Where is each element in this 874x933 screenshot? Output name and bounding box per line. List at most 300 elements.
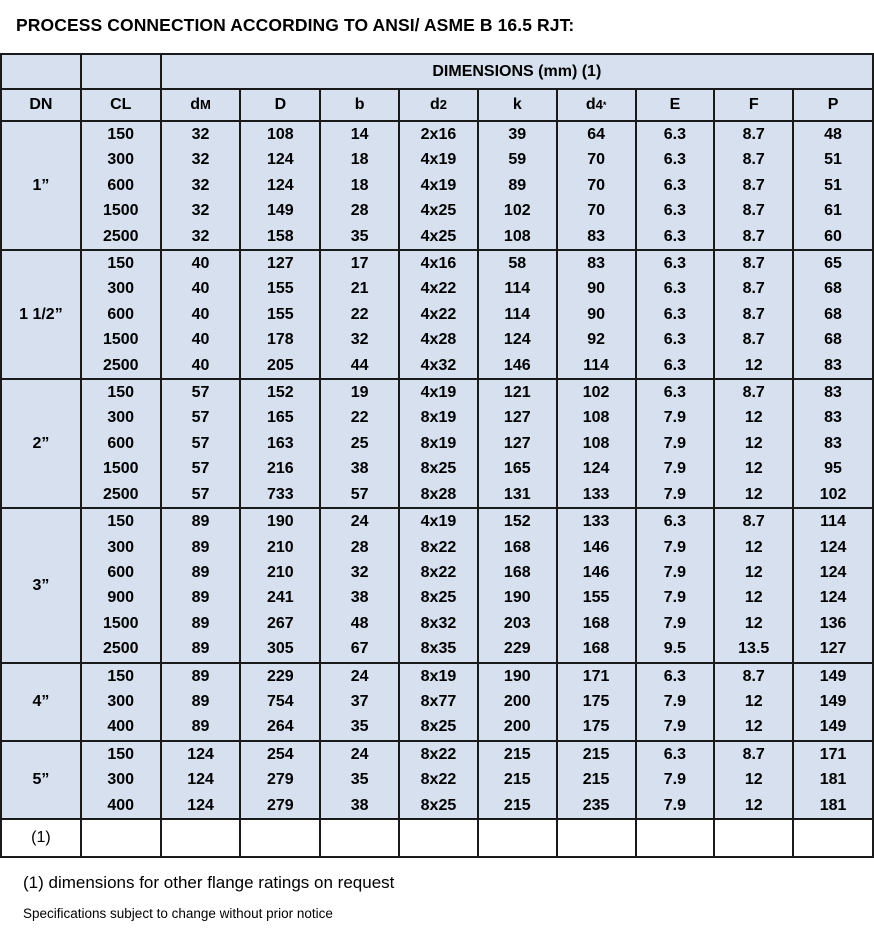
d4-column-cell	[557, 379, 636, 508]
cl-value: 2500	[102, 227, 139, 245]
d2-value: 4x16	[420, 255, 457, 273]
dn-cell: 5”	[1, 741, 81, 819]
D-value: 127	[267, 255, 294, 273]
footnote-cell	[714, 819, 793, 857]
F-value: 12	[744, 538, 763, 556]
F-value: 12	[744, 771, 763, 789]
d4-value: 114	[583, 356, 609, 374]
d4-column-cell	[557, 663, 636, 741]
D-column-cell	[240, 379, 320, 508]
E-value: 7.9	[663, 563, 687, 581]
table-row-group	[1, 379, 873, 508]
cl-value: 600	[107, 176, 135, 194]
dm-value: 57	[191, 460, 210, 478]
P-value: 124	[819, 563, 847, 581]
D-value: 155	[267, 305, 294, 323]
dm-value: 89	[191, 667, 210, 685]
cl-column-cell	[81, 379, 161, 508]
D-value: 264	[267, 718, 294, 736]
F-value: 12	[744, 692, 763, 710]
F-value: 12	[744, 356, 763, 374]
d4-column-cell	[557, 250, 636, 379]
F-value: 8.7	[742, 513, 765, 531]
b-value: 28	[350, 538, 369, 556]
footnote-cell	[793, 819, 873, 857]
P-value: 83	[824, 384, 842, 402]
P-value: 149	[819, 718, 847, 736]
F-value: 8.7	[742, 745, 765, 763]
k-column-cell	[478, 508, 557, 662]
P-column-cell	[793, 250, 873, 379]
P-value: 61	[824, 202, 842, 220]
k-value: 215	[503, 745, 531, 763]
F-value: 12	[744, 563, 763, 581]
E-value: 7.9	[663, 409, 687, 427]
P-column-cell	[793, 663, 873, 741]
d4-value: 124	[582, 460, 610, 478]
k-value: 203	[503, 614, 531, 632]
dm-value: 89	[191, 640, 210, 658]
D-column-cell	[240, 741, 320, 819]
cl-value: 300	[107, 280, 135, 298]
D-value: 733	[267, 485, 294, 503]
k-value: 229	[503, 640, 531, 658]
cl-value: 600	[107, 563, 135, 581]
b-column-cell	[320, 250, 399, 379]
header-E: E	[636, 89, 715, 121]
cl-value: 300	[107, 409, 135, 427]
P-value: 68	[824, 305, 842, 323]
F-value: 8.7	[742, 280, 765, 298]
d4-value: 168	[582, 640, 610, 658]
D-value: 279	[267, 796, 294, 814]
P-value: 83	[824, 409, 842, 427]
cl-value: 900	[107, 589, 135, 607]
dm-column-cell	[161, 121, 241, 250]
cl-value: 1500	[102, 614, 139, 632]
P-column-cell	[793, 121, 873, 250]
F-value: 8.7	[742, 667, 765, 685]
E-value: 6.3	[663, 227, 687, 245]
dn-cell: 4”	[1, 663, 81, 741]
dm-value: 40	[191, 331, 210, 349]
dm-value: 89	[191, 563, 210, 581]
b-value: 24	[350, 513, 369, 531]
E-value: 6.3	[663, 280, 687, 298]
d2-value: 4x25	[420, 227, 457, 245]
b-column-cell	[320, 121, 399, 250]
P-value: 48	[824, 126, 842, 143]
dm-value: 89	[191, 614, 210, 632]
D-value: 754	[267, 692, 294, 710]
d4-value: 102	[582, 384, 610, 402]
cl-value: 150	[107, 255, 135, 273]
header-blank-dn	[1, 54, 81, 89]
dm-value: 32	[191, 126, 210, 143]
F-value: 12	[744, 589, 763, 607]
d2-column-cell	[399, 508, 478, 662]
d2-value: 8x22	[420, 771, 457, 789]
D-value: 254	[267, 745, 294, 763]
D-value: 158	[267, 227, 294, 245]
D-value: 165	[267, 409, 294, 427]
d4-value: 215	[582, 771, 610, 789]
footnote-cell	[478, 819, 557, 857]
b-column-cell	[320, 741, 399, 819]
P-column-cell	[793, 508, 873, 662]
header-d4: d4*	[557, 89, 636, 121]
d2-value: 8x19	[420, 409, 457, 427]
d2-value: 4x28	[420, 331, 457, 349]
D-value: 178	[267, 331, 294, 349]
table-row-group	[1, 508, 873, 662]
E-value: 7.9	[663, 718, 687, 736]
E-value: 7.9	[663, 771, 687, 789]
dm-value: 32	[191, 202, 210, 220]
b-value: 44	[350, 356, 369, 374]
F-value: 12	[744, 460, 763, 478]
dn-cell: 3”	[1, 508, 81, 662]
b-value: 18	[350, 151, 369, 169]
d4-value: 175	[582, 718, 610, 736]
d4-value: 108	[582, 409, 610, 427]
F-value: 8.7	[742, 331, 765, 349]
k-column-cell	[478, 379, 557, 508]
P-value: 127	[819, 640, 847, 658]
k-value: 215	[503, 771, 531, 789]
b-value: 67	[350, 640, 369, 658]
dm-value: 57	[191, 409, 210, 427]
d2-value: 8x22	[420, 745, 457, 763]
page-title: PROCESS CONNECTION ACCORDING TO ANSI/ ASME B 16.5 RJT:	[16, 15, 575, 35]
D-value: 124	[267, 151, 294, 169]
D-value: 229	[267, 667, 294, 685]
dm-column-cell	[161, 250, 241, 379]
dm-value: 124	[187, 745, 214, 763]
table-row-group	[1, 121, 873, 250]
d4-value: 235	[582, 796, 610, 814]
P-value: 181	[819, 796, 847, 814]
d2-column-cell	[399, 663, 478, 741]
cl-column-cell	[81, 741, 161, 819]
P-value: 51	[824, 151, 842, 169]
k-value: 121	[503, 384, 531, 402]
cl-value: 150	[107, 745, 135, 763]
header-k: k	[478, 89, 557, 121]
d2-value: 8x25	[420, 460, 457, 478]
P-value: 68	[824, 280, 842, 298]
D-value: 267	[267, 614, 294, 632]
footnote-row-label: (1)	[1, 819, 81, 857]
d2-value: 8x25	[420, 718, 457, 736]
b-value: 21	[350, 280, 369, 298]
d2-value: 4x19	[420, 176, 457, 194]
P-value: 114	[820, 513, 846, 531]
dn-cell: 2”	[1, 379, 81, 508]
d4-value: 70	[587, 202, 605, 220]
k-value: 124	[503, 331, 531, 349]
dm-value: 57	[191, 384, 210, 402]
k-column-cell	[478, 250, 557, 379]
k-value: 58	[508, 255, 527, 273]
d4-value: 92	[587, 331, 605, 349]
D-value: 152	[267, 384, 294, 402]
F-column-cell	[714, 250, 793, 379]
cl-value: 1500	[102, 460, 139, 478]
d2-value: 4x32	[420, 356, 457, 374]
k-value: 114	[504, 280, 531, 298]
d4-value: 155	[582, 589, 610, 607]
table-row-group	[1, 663, 873, 741]
cl-value: 300	[107, 692, 135, 710]
d4-value: 171	[582, 667, 610, 685]
cl-value: 1500	[102, 331, 139, 349]
E-value: 6.3	[663, 745, 687, 763]
header-b: b	[320, 89, 399, 121]
cl-value: 300	[107, 538, 135, 556]
F-value: 8.7	[742, 151, 765, 169]
dimensions-table	[0, 53, 874, 858]
footnote-cell	[81, 819, 161, 857]
F-value: 8.7	[742, 384, 765, 402]
P-column-cell	[793, 379, 873, 508]
k-value: 168	[503, 563, 531, 581]
d2-value: 8x19	[420, 667, 457, 685]
footnote-cell	[557, 819, 636, 857]
E-value: 9.5	[663, 640, 687, 658]
F-value: 8.7	[742, 126, 765, 143]
cl-value: 150	[107, 513, 135, 531]
d2-value: 8x28	[420, 485, 457, 503]
cl-value: 150	[107, 126, 135, 143]
D-value: 205	[267, 356, 294, 374]
E-value: 6.3	[663, 384, 687, 402]
d4-value: 83	[587, 255, 605, 273]
b-value: 35	[350, 227, 369, 245]
E-column-cell	[636, 663, 715, 741]
d4-column-cell	[557, 508, 636, 662]
P-value: 83	[824, 356, 842, 374]
b-value: 22	[350, 305, 369, 323]
E-column-cell	[636, 379, 715, 508]
dm-value: 89	[191, 538, 210, 556]
d4-value: 133	[582, 513, 610, 531]
dm-column-cell	[161, 663, 241, 741]
cl-column-cell	[81, 508, 161, 662]
dn-cell: 1”	[1, 121, 81, 250]
dm-column-cell	[161, 741, 241, 819]
E-value: 7.9	[663, 460, 687, 478]
d4-value: 83	[587, 227, 605, 245]
k-column-cell	[478, 121, 557, 250]
d2-value: 8x35	[420, 640, 457, 658]
table-row-group	[1, 741, 873, 819]
footnote-cell	[399, 819, 478, 857]
F-value: 13.5	[738, 640, 770, 658]
F-value: 12	[744, 614, 763, 632]
header-dn: DN	[1, 89, 81, 121]
k-value: 127	[503, 434, 531, 452]
b-value: 28	[350, 202, 369, 220]
D-value: 124	[267, 176, 294, 194]
d4-column-cell	[557, 741, 636, 819]
k-value: 114	[504, 305, 531, 323]
cl-value: 300	[107, 151, 135, 169]
F-column-cell	[714, 663, 793, 741]
E-value: 7.9	[663, 589, 687, 607]
b-value: 24	[350, 745, 369, 763]
d4-value: 133	[582, 485, 610, 503]
dm-value: 57	[191, 485, 210, 503]
d2-value: 4x22	[420, 280, 457, 298]
footnote: (1) dimensions for other flange ratings on request	[23, 873, 395, 892]
k-value: 190	[503, 589, 531, 607]
d2-value: 2x16	[420, 126, 457, 143]
b-value: 18	[350, 176, 369, 194]
F-value: 8.7	[742, 227, 765, 245]
d4-value: 175	[582, 692, 610, 710]
dn-cell: 1 1/2”	[1, 250, 81, 379]
dm-column-cell	[161, 379, 241, 508]
b-value: 35	[350, 771, 369, 789]
d4-column-cell	[557, 121, 636, 250]
D-value: 210	[267, 563, 294, 581]
dm-value: 40	[191, 356, 210, 374]
F-value: 8.7	[742, 176, 765, 194]
d4-value: 108	[582, 434, 610, 452]
E-value: 6.3	[663, 151, 687, 169]
table-body	[1, 121, 873, 819]
b-column-cell	[320, 663, 399, 741]
F-value: 8.7	[742, 305, 765, 323]
b-value: 37	[350, 692, 369, 710]
P-value: 51	[824, 176, 842, 194]
cl-value: 150	[107, 384, 135, 402]
header-dm: dM	[161, 89, 241, 121]
header-dimensions: DIMENSIONS (mm) (1)	[161, 54, 873, 89]
d4-value: 70	[587, 151, 605, 169]
dm-value: 40	[191, 280, 210, 298]
P-value: 68	[824, 331, 842, 349]
d2-value: 8x32	[420, 614, 457, 632]
dm-value: 57	[191, 434, 210, 452]
b-value: 19	[350, 384, 369, 402]
d2-column-cell	[399, 121, 478, 250]
cl-value: 400	[107, 718, 135, 736]
E-value: 6.3	[663, 331, 687, 349]
D-value: 279	[267, 771, 294, 789]
dm-value: 40	[191, 305, 210, 323]
D-value: 190	[267, 513, 294, 531]
cl-value: 150	[107, 667, 135, 685]
P-value: 95	[824, 460, 842, 478]
d4-value: 90	[587, 305, 605, 323]
F-value: 8.7	[742, 255, 765, 273]
E-value: 6.3	[663, 356, 687, 374]
E-value: 6.3	[663, 255, 687, 273]
E-value: 7.9	[663, 434, 687, 452]
header-blank-cl	[81, 54, 161, 89]
k-value: 200	[503, 692, 531, 710]
E-value: 7.9	[663, 485, 687, 503]
cl-value: 2500	[102, 640, 139, 658]
k-value: 59	[508, 151, 527, 169]
F-value: 8.7	[742, 202, 765, 220]
b-value: 22	[350, 409, 369, 427]
F-column-cell	[714, 379, 793, 508]
d2-value: 8x22	[420, 563, 457, 581]
dm-value: 89	[191, 692, 210, 710]
b-value: 38	[350, 796, 369, 814]
cl-value: 600	[107, 305, 135, 323]
dm-value: 124	[187, 796, 214, 814]
D-value: 163	[267, 434, 294, 452]
E-column-cell	[636, 250, 715, 379]
k-value: 215	[503, 796, 531, 814]
E-value: 7.9	[663, 692, 687, 710]
F-column-cell	[714, 508, 793, 662]
E-value: 6.3	[663, 667, 687, 685]
D-value: 210	[267, 538, 294, 556]
d2-value: 4x19	[420, 384, 457, 402]
d2-value: 8x77	[420, 692, 457, 710]
cl-column-cell	[81, 121, 161, 250]
b-value: 38	[350, 460, 369, 478]
b-value: 48	[350, 614, 369, 632]
P-column-cell	[793, 741, 873, 819]
b-value: 35	[350, 718, 369, 736]
cl-value: 2500	[102, 485, 139, 503]
b-column-cell	[320, 379, 399, 508]
k-column-cell	[478, 741, 557, 819]
E-value: 6.3	[663, 305, 687, 323]
header-d2: d2	[399, 89, 478, 121]
b-value: 32	[350, 331, 369, 349]
footnote-cell	[240, 819, 320, 857]
cl-value: 2500	[102, 356, 139, 374]
D-value: 149	[267, 202, 294, 220]
E-value: 7.9	[663, 538, 687, 556]
P-value: 60	[824, 227, 842, 245]
k-value: 39	[508, 126, 527, 143]
cl-value: 600	[107, 434, 135, 452]
F-value: 12	[744, 718, 763, 736]
E-value: 7.9	[663, 796, 687, 814]
d4-value: 146	[582, 538, 610, 556]
d4-value: 215	[582, 745, 610, 763]
d2-value: 8x25	[420, 796, 457, 814]
F-value: 12	[744, 796, 763, 814]
d4-value: 90	[587, 280, 605, 298]
footnote-cell	[320, 819, 399, 857]
b-value: 17	[350, 255, 369, 273]
F-value: 12	[744, 485, 763, 503]
d4-value: 168	[582, 614, 610, 632]
D-column-cell	[240, 121, 320, 250]
k-value: 168	[503, 538, 531, 556]
d2-value: 8x22	[420, 538, 457, 556]
header-F: F	[714, 89, 793, 121]
footnote-cell	[161, 819, 241, 857]
D-value: 305	[267, 640, 294, 658]
disclaimer: Specifications subject to change without prior notice	[23, 906, 333, 921]
dm-value: 89	[191, 513, 210, 531]
P-value: 83	[824, 434, 842, 452]
E-value: 6.3	[663, 176, 687, 194]
P-value: 136	[819, 614, 847, 632]
b-column-cell	[320, 508, 399, 662]
cl-column-cell	[81, 250, 161, 379]
